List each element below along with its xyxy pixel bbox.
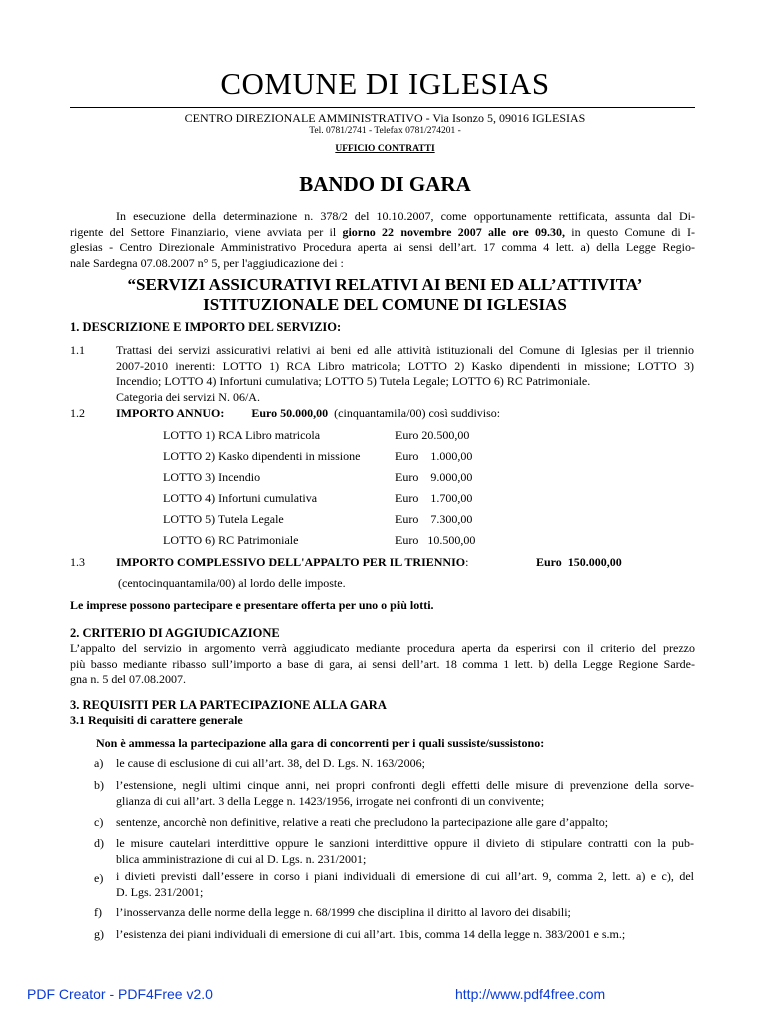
- item-text-line: i divieti previsti dall’essere in corso i piani individuali di emersione di cui all’art. 9, comma 2, lett. a) e c), del: [116, 869, 694, 883]
- item-1-3-line: [116, 555, 468, 570]
- intro-line-4: nale Sardegna 07.08.2007 n° 5, per l'aggiudicazione dei :: [70, 255, 344, 270]
- importo-complessivo-colon: :: [465, 555, 469, 569]
- item-text: [116, 778, 694, 809]
- item-text-line: le misure cautelari interdittive oppure le sanzioni interdittive oppure il divieto di stipulare contratti con la pub-: [116, 836, 694, 850]
- item-text-line: D. Lgs. 231/2001;: [116, 884, 204, 899]
- item-text-line: le cause di esclusione di cui all’art. 38, del D. Lgs. N. 163/2006;: [116, 756, 425, 770]
- item-letter: f): [94, 905, 102, 919]
- item-1-1-line-4: Categoria dei servizi N. 06/A.: [116, 389, 260, 404]
- intro-line-3: glesias - Centro Direzionale Amministrativo Procedura aperta ai sensi dell’art. 17 comma 4 lett. a) della Legge Regio-: [70, 240, 695, 254]
- lotto-value: Euro 7.300,00: [395, 512, 473, 526]
- item-1-1-line-1: Trattasi dei servizi assicurativi relativi ai beni ed alle attività istituzionali del Comune di Iglesias per il triennio: [116, 343, 694, 357]
- section-2-line-1: L’appalto del servizio in argomento verrà aggiudicato mediante procedura aperta da esperirsi con il criterio del prezzo: [70, 641, 695, 655]
- address-line: CENTRO DIREZIONALE AMMINISTRATIVO - Via Isonzo 5, 09016 IGLESIAS: [184, 111, 586, 125]
- intro-line-2b: in questo Comune di I-: [564, 224, 695, 239]
- section-3-intro: Non è ammessa la partecipazione alla gara di concorrenti per i quali sussiste/sussistono:: [96, 736, 545, 750]
- importo-complessivo-value: Euro 150.000,00: [536, 555, 622, 569]
- importo-annuo-words: (cinquantamila/00) così suddiviso:: [334, 406, 501, 420]
- item-1-2-line: [116, 406, 500, 421]
- phone-line: Tel. 0781/2741 - Telefax 0781/274201 -: [309, 126, 461, 136]
- item-letter: b): [94, 778, 104, 792]
- pdf-creator-link[interactable]: PDF Creator - PDF4Free v2.0: [27, 986, 213, 1002]
- section-3-heading: 3. REQUISITI PER LA PARTECIPAZIONE ALLA GARA: [70, 698, 387, 712]
- item-1-1-line-3: Incendio; LOTTO 4) Infortuni cumulativa; LOTTO 5) Tutela Legale; LOTTO 6) RC Patrimoniale.: [116, 374, 591, 388]
- item-1-1-number: 1.1: [70, 343, 85, 357]
- item-text: [116, 756, 694, 772]
- lotto-value: Euro 1.000,00: [395, 449, 473, 463]
- item-1-1-text: [116, 343, 694, 405]
- item-letter: c): [94, 815, 104, 829]
- section-2-line-3: gna n. 5 del 07.08.2007.: [70, 672, 186, 686]
- lotto-value: Euro 9.000,00: [395, 470, 473, 484]
- service-title-line-2: ISTITUZIONALE DEL COMUNE DI IGLESIAS: [203, 295, 567, 314]
- lotto-value: Euro 1.700,00: [395, 491, 473, 505]
- item-1-3-number: 1.3: [70, 555, 85, 569]
- intro-line-2: [70, 225, 695, 241]
- importo-complessivo-label: IMPORTO COMPLESSIVO DELL'APPALTO PER IL TRIENNIO: [116, 555, 466, 569]
- municipality-title: COMUNE DI IGLESIAS: [220, 66, 550, 101]
- lotto-value: Euro 10.500,00: [395, 533, 476, 547]
- section-2-heading: 2. CRITERIO DI AGGIUDICAZIONE: [70, 626, 280, 640]
- item-1-1-line-2: 2007-2010 inerenti: LOTTO 1) RCA Libro matricola; LOTTO 2) Kasko dipendenti in missione; LOTTO 3): [116, 358, 694, 373]
- intro-date: giorno 22 novembre 2007 alle ore 09.30,: [342, 224, 565, 239]
- office-label: [0, 144, 770, 154]
- importo-annuo-label: IMPORTO ANNUO:: [116, 406, 225, 420]
- item-text-line: l’inosservanza delle norme della legge n. 68/1999 che disciplina il diritto al lavoro dei disabili;: [116, 905, 571, 919]
- lotto-name: LOTTO 4) Infortuni cumulativa: [163, 491, 318, 505]
- intro-paragraph: [70, 209, 695, 271]
- item-text-line: sentenze, ancorchè non definitive, relative a reati che precludono la partecipazione alle gare d’appalto;: [116, 815, 609, 829]
- intro-line-2a: rigente del Settore Finanziario, viene avviata per il: [70, 224, 343, 239]
- lotti-note: Le imprese possono partecipare e presentare offerta per uno o più lotti.: [70, 598, 434, 612]
- document-title: BANDO DI GARA: [299, 172, 471, 196]
- lotto-name: LOTTO 3) Incendio: [163, 470, 261, 484]
- lotto-value: Euro 20.500,00: [395, 428, 470, 442]
- service-title-line-1: “SERVIZI ASSICURATIVI RELATIVI AI BENI ED ALL’ATTIVITA’: [127, 275, 643, 294]
- item-text: [116, 905, 694, 921]
- item-letter: a): [94, 756, 104, 770]
- importo-annuo-value: Euro 50.000,00: [251, 406, 329, 420]
- section-1-heading: 1. DESCRIZIONE E IMPORTO DEL SERVIZIO:: [70, 320, 342, 334]
- section-2-text: [70, 641, 695, 688]
- item-text: [116, 927, 694, 943]
- header-divider: [70, 107, 695, 108]
- item-text: [116, 869, 694, 900]
- lotto-name: LOTTO 1) RCA Libro matricola: [163, 428, 321, 442]
- service-title: [0, 275, 770, 315]
- importo-complessivo-words: (centocinquantamila/00) al lordo delle imposte.: [118, 576, 346, 590]
- lotto-name: LOTTO 5) Tutela Legale: [163, 512, 284, 526]
- item-text-line: l’estensione, negli ultimi cinque anni, nei propri confronti degli effetti delle misure di prevenzione della sorve-: [116, 778, 694, 792]
- item-1-2-number: 1.2: [70, 406, 85, 420]
- lotto-name: LOTTO 2) Kasko dipendenti in missione: [163, 449, 361, 463]
- item-letter: e): [94, 871, 104, 885]
- item-text-line: blica amministrazione di cui al D. Lgs. n. 231/2001;: [116, 851, 367, 866]
- pdf4free-url-link[interactable]: http://www.pdf4free.com: [455, 986, 606, 1002]
- section-3-1-heading: 3.1 Requisiti di carattere generale: [70, 713, 243, 727]
- lotto-name: LOTTO 6) RC Patrimoniale: [163, 533, 299, 547]
- section-2-line-2: più basso mediante ribasso sull’importo a base di gara, ai sensi dell’art. 18 comma 1 lett. b) della Legge Regione Sarde-: [70, 656, 695, 671]
- item-text: [116, 836, 694, 867]
- office-label-text: UFFICIO CONTRATTI: [335, 144, 435, 154]
- intro-line-1: In esecuzione della determinazione n. 378/2 del 10.10.2007, come opportunamente rettificata, assunta dal Di-: [116, 209, 695, 223]
- item-text: [116, 815, 694, 831]
- item-letter: g): [94, 927, 104, 941]
- item-text-line: l’esistenza dei piani individuali di emersione di cui all’art. 1bis, comma 14 della legge n. 383/2001 e s.m.;: [116, 927, 626, 941]
- item-text-line: glianza di cui all’art. 3 della Legge n. 1423/1956, irrogate nei confronti di un convivente;: [116, 793, 545, 808]
- item-letter: d): [94, 836, 104, 850]
